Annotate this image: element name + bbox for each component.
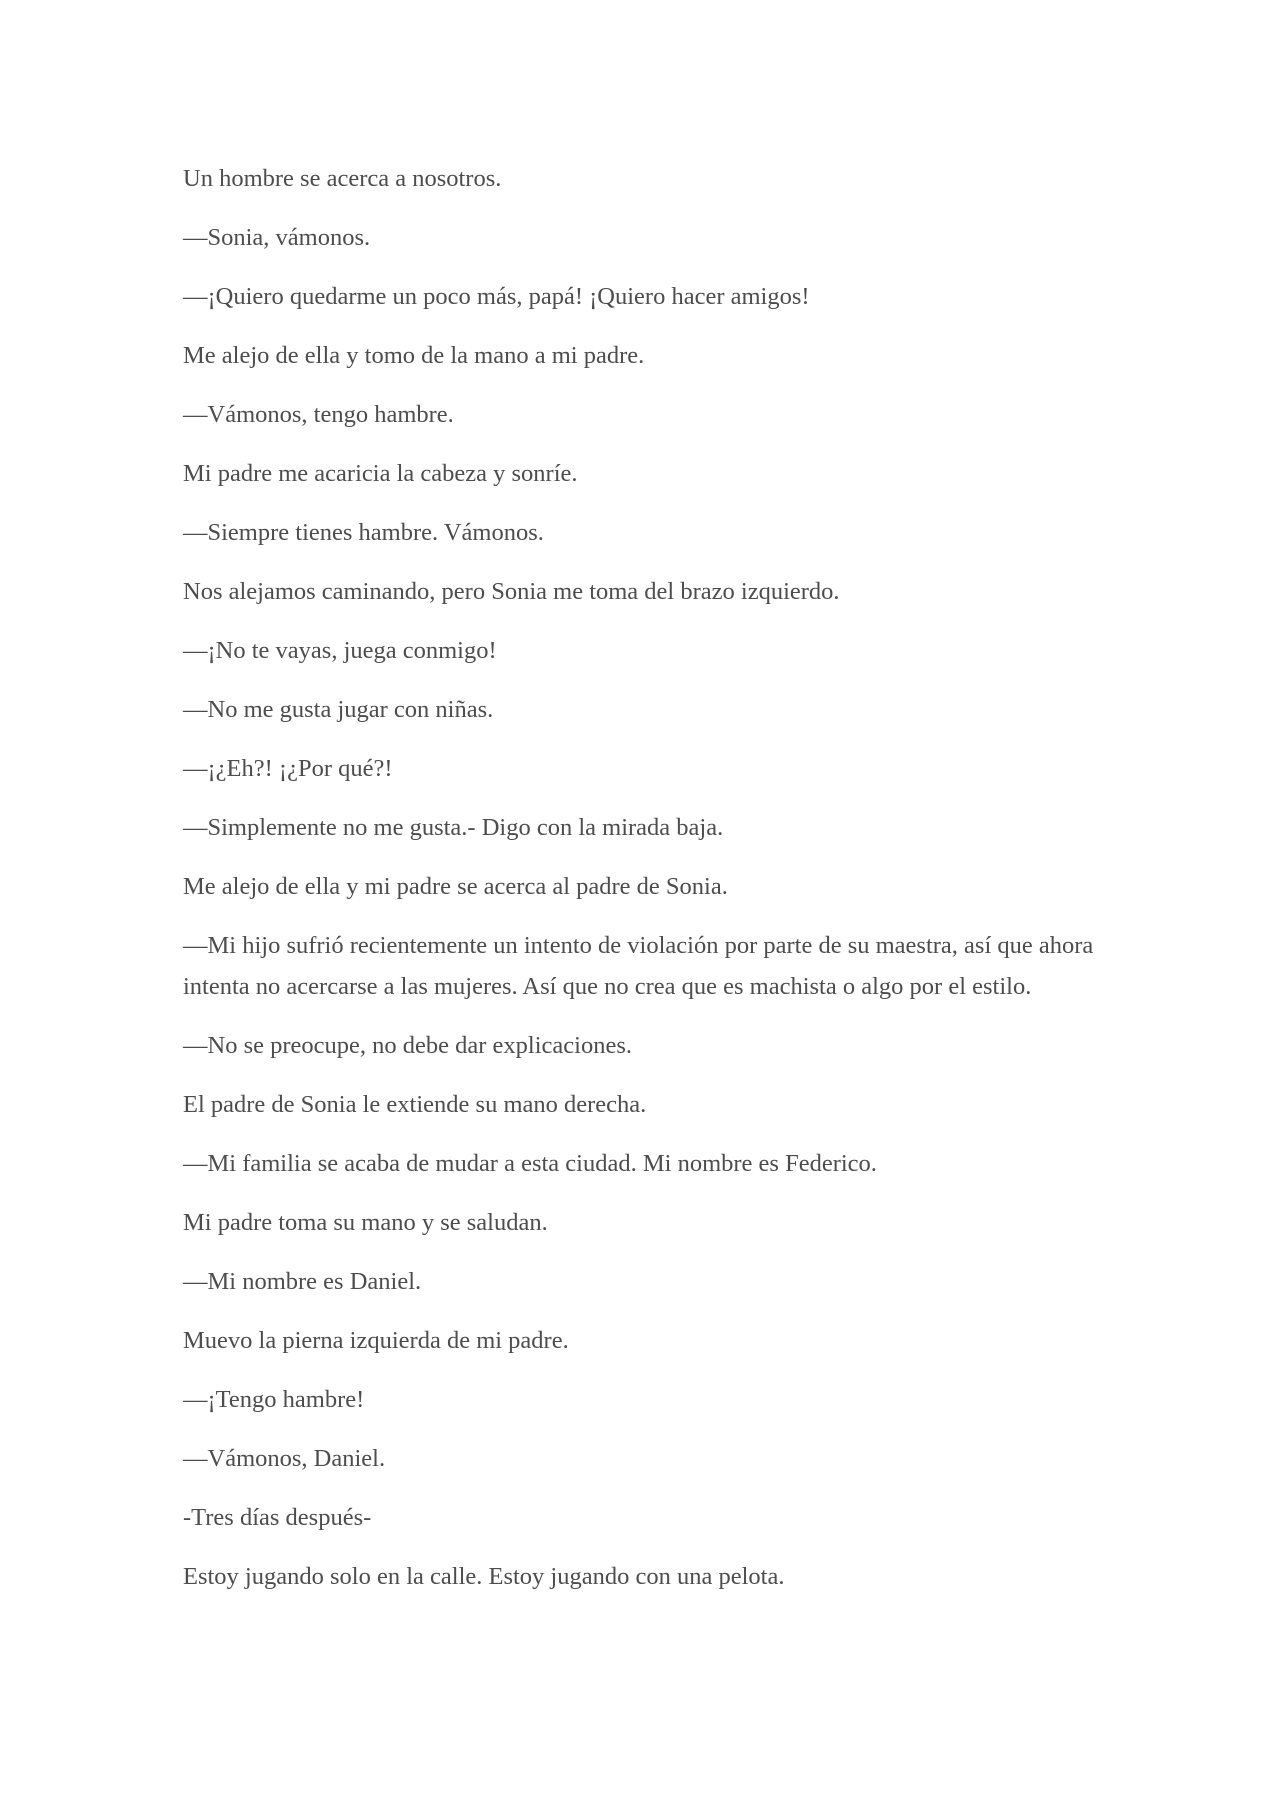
paragraph-8: Nos alejamos caminando, pero Sonia me toma del brazo izquierdo. [183, 578, 840, 605]
paragraph-6: Mi padre me acaricia la cabeza y sonríe. [183, 460, 578, 487]
paragraph-3: —¡Quiero quedarme un poco más, papá! ¡Quiero hacer amigos! [183, 283, 810, 310]
paragraph-18: Mi padre toma su mano y se saludan. [183, 1209, 548, 1236]
paragraph-2: —Sonia, vámonos. [183, 224, 371, 251]
paragraph-24: Estoy jugando solo en la calle. Estoy jugando con una pelota. [183, 1563, 785, 1590]
paragraph-1: Un hombre se acerca a nosotros. [183, 165, 502, 192]
paragraph-14: —Mi hijo sufrió recientemente un intento de violación por parte de su maestra, así que ahora intenta no acercarse a las mujeres. Así que no crea que es machista o algo por el estilo. [183, 932, 1094, 1000]
paragraph-17: —Mi familia se acaba de mudar a esta ciudad. Mi nombre es Federico. [183, 1150, 877, 1177]
paragraph-4: Me alejo de ella y tomo de la mano a mi padre. [183, 342, 645, 369]
paragraph-19: —Mi nombre es Daniel. [183, 1268, 422, 1295]
paragraph-23: -Tres días después- [183, 1504, 372, 1531]
paragraph-16: El padre de Sonia le extiende su mano derecha. [183, 1091, 647, 1118]
paragraph-5: —Vámonos, tengo hambre. [183, 401, 454, 428]
paragraph-11: —¡¿Eh?! ¡¿Por qué?! [183, 755, 393, 782]
paragraph-13: Me alejo de ella y mi padre se acerca al padre de Sonia. [183, 873, 728, 900]
paragraph-10: —No me gusta jugar con niñas. [183, 696, 494, 723]
paragraph-7: —Siempre tienes hambre. Vámonos. [183, 519, 544, 546]
document-body [183, 158, 1103, 1615]
paragraph-15: —No se preocupe, no debe dar explicaciones. [183, 1032, 632, 1059]
paragraph-21: —¡Tengo hambre! [183, 1386, 365, 1413]
paragraph-22: —Vámonos, Daniel. [183, 1445, 386, 1472]
paragraph-20: Muevo la pierna izquierda de mi padre. [183, 1327, 569, 1354]
paragraph-12: —Simplemente no me gusta.- Digo con la mirada baja. [183, 814, 724, 841]
paragraph-9: —¡No te vayas, juega conmigo! [183, 637, 497, 664]
